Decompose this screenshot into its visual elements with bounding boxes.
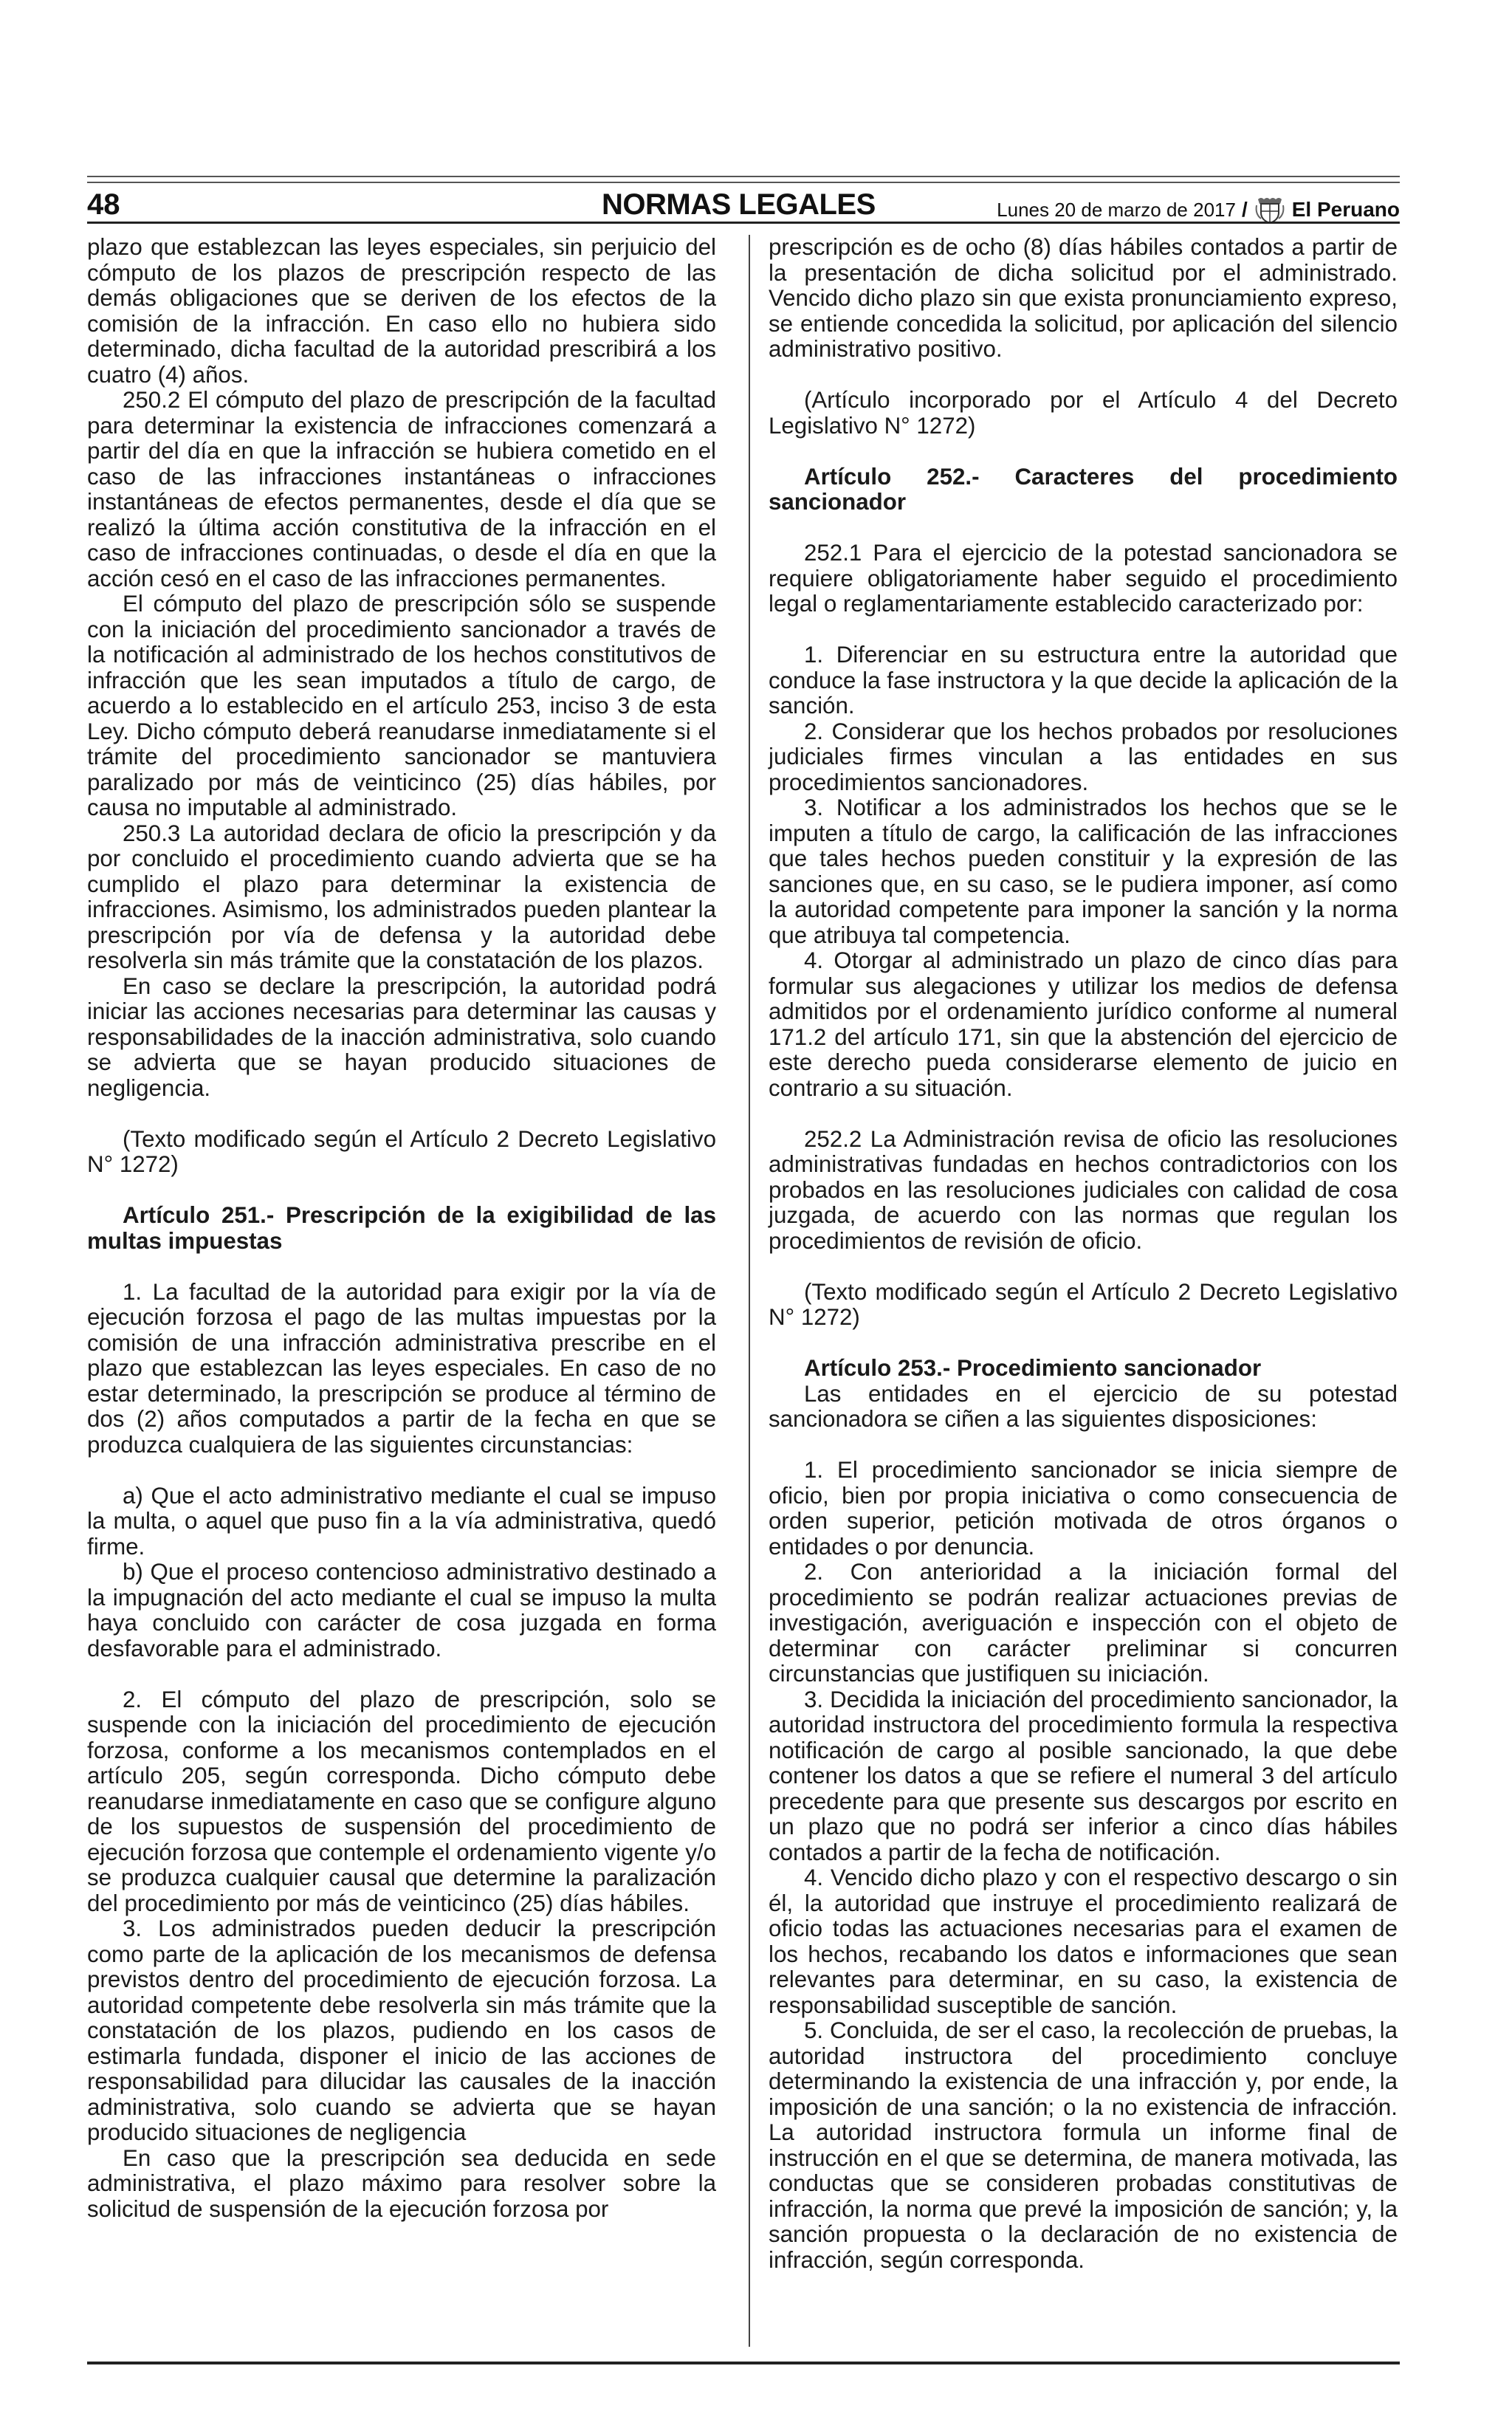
paragraph: 2. Considerar que los hechos probados por resoluciones judiciales firmes vinculan a las entidades en sus procedimientos sancionadores. — [769, 718, 1398, 795]
paragraph: 250.2 El cómputo del plazo de prescripción de la facultad para determinar la existencia de infracciones comenzará a partir del día en que la infracción se hubiera cometido en el caso de las infracciones instantáneas o infracciones instantáneas de efectos permanentes, desde el día que se realizó la última acción constitutiva de la infracción en el caso de infracciones continuadas, o desde el día en que la acción cesó en el caso de las infracciones permanentes. — [87, 387, 716, 591]
paragraph: 3. Decidida la iniciación del procedimiento sancionador, la autoridad instructora del procedimiento formula la respectiva notificación de cargo al posible sancionado, la que debe contener los datos a que se refiere el numeral 3 del artículo precedente para que presente sus descargos por escrito en un plazo que no podrá ser inferior a cinco días hábiles contados a partir de la fecha de notificación. — [769, 1686, 1398, 1865]
paragraph: 3. Los administrados pueden deducir la prescripción como parte de la aplicación de los mecanismos de defensa previstos dentro del procedimiento de ejecución forzosa. La autoridad competente debe resolverla sin más trámite que la constatación de los plazos, pudiendo en los casos de estimarla fundada, disponer el inicio de las acciones de responsabilidad para dilucidar las causales de la inacción administrativa, solo cuando se advierta que se hayan producido situaciones de negligencia — [87, 1916, 716, 2145]
paragraph: Las entidades en el ejercicio de su potestad sancionadora se ciñen a las siguientes disposiciones: — [769, 1380, 1398, 1432]
paragraph: 5. Concluida, de ser el caso, la recolección de pruebas, la autoridad instructora del procedimiento concluye determinando la existencia de una infracción y, por ende, la imposición de una sanción; o la no existencia de infracción. La autoridad instructora formula un informe final de instrucción en el que se determina, de manera motivada, las conductas que se consideren probadas constitutivas de infracción, la norma que prevé la imposición de sanción; y, la sanción propuesta o la declaración de no existencia de infracción, según corresponda. — [769, 2017, 1398, 2273]
paragraph: b) Que el proceso contencioso administrativo destinado a la impugnación del acto mediante el cual se impuso la multa haya concluido con carácter de cosa juzgada en forma desfavorable para el administrado. — [87, 1559, 716, 1661]
paragraph: a) Que el acto administrativo mediante el cual se impuso la multa, o aquel que puso fin a la vía administrativa, quedó firme. — [87, 1482, 716, 1560]
paragraph: En caso se declare la prescripción, la autoridad podrá iniciar las acciones necesarias para determinar las causas y responsabilidades de la inacción administrativa, solo cuando se advierta que se hayan producido situaciones de negligencia. — [87, 973, 716, 1101]
paragraph: 4. Vencido dicho plazo y con el respectivo descargo o sin él, la autoridad que instruye el procedimiento realizará de oficio todas las actuaciones necesarias para el examen de los hechos, recabando los datos e informaciones que sean relevantes para determinar, en su caso, la existencia de responsabilidad susceptible de sanción. — [769, 1865, 1398, 2018]
paragraph: prescripción es de ocho (8) días hábiles contados a partir de la presentación de dicha solicitud por el administrado. Vencido dicho plazo sin que exista pronunciamiento expreso, se entiende concedida la solicitud, por aplicación del silencio administrativo positivo. — [769, 234, 1398, 362]
footer-rule — [87, 2362, 1400, 2364]
article-heading: Artículo 252.- Caracteres del procedimiento sancionador — [769, 463, 1398, 515]
article-heading: Artículo 253.- Procedimiento sancionador — [804, 1355, 1262, 1381]
right-column — [769, 235, 1398, 2273]
paragraph: 2. Con anterioridad a la iniciación formal del procedimiento se podrán realizar actuaciones previas de investigación, averiguación e inspección con el objeto de determinar con carácter preliminar si concurren circunstancias que justifiquen su iniciación. — [769, 1559, 1398, 1687]
paragraph: 1. El procedimiento sancionador se inicia siempre de oficio, bien por propia iniciativa o como consecuencia de orden superior, petición motivada de otros órganos o entidades o por denuncia. — [769, 1457, 1398, 1560]
date-separator: / — [1241, 198, 1248, 221]
paragraph: 250.3 La autoridad declara de oficio la prescripción y da por concluido el procedimiento cuando advierta que se ha cumplido el plazo para determinar la existencia de infracciones. Asimismo, los administrados pueden plantear la prescripción por vía de defensa y la autoridad debe resolverla sin más trámite que la constatación de los plazos. — [87, 820, 716, 973]
paragraph: En caso que la prescripción sea deducida en sede administrativa, el plazo máximo para resolver sobre la solicitud de suspensión de la ejecución forzosa por — [87, 2144, 716, 2222]
page-number: 48 — [87, 188, 120, 221]
header-rule-top-double — [87, 182, 1400, 183]
header-rule — [87, 222, 1400, 224]
column-divider — [749, 235, 750, 2347]
paragraph-note: (Texto modificado según el Artículo 2 Decreto Legislativo N° 1272) — [769, 1278, 1398, 1330]
left-column — [87, 235, 716, 2222]
paragraph: 3. Notificar a los administrados los hechos que se le imputen a título de cargo, la calificación de las infracciones que tales hechos pueden constituir y la expresión de las sanciones que, en su caso, se le pudiera imponer, así como la autoridad competente para imponer la sanción y la norma que atribuya tal competencia. — [769, 795, 1398, 948]
paragraph-note: (Artículo incorporado por el Artículo 4 del Decreto Legislativo N° 1272) — [769, 387, 1398, 439]
paragraph: 2. El cómputo del plazo de prescripción, solo se suspende con la iniciación del procedimiento de ejecución forzosa, conforme a los mecanismos contemplados en el artículo 205, según corresponda. Dicho cómputo debe reanudarse inmediatamente en caso que se configure alguno de los supuestos de suspensión del procedimiento de ejecución forzosa que contemple el ordenamiento vigente y/o se produzca cualquier causal que determine la paralización del procedimiento por más de veinticinco (25) días hábiles. — [87, 1686, 716, 1916]
section-title: NORMAS LEGALES — [602, 188, 876, 221]
publication-name: El Peruano — [1291, 198, 1400, 221]
paragraph: El cómputo del plazo de prescripción sólo se suspende con la iniciación del procedimiento sancionador a través de la notificación al administrado de los hechos constitutivos de infracción que les sean imputados a título de cargo, de acuerdo a lo establecido en el artículo 253, inciso 3 de esta Ley. Dicho cómputo deberá reanudarse inmediatamente si el trámite del procedimiento sancionador se mantuviera paralizado por más de veinticinco (25) días hábiles, por causa no imputable al administrado. — [87, 591, 716, 820]
paragraph: 1. La facultad de la autoridad para exigir por la vía de ejecución forzosa el pago de las multas impuestas por la comisión de una infracción administrativa prescribe en el plazo que establezcan las leyes especiales. En caso de no estar determinado, la prescripción se produce al término de dos (2) años computados a partir de la fecha en que se produzca cualquiera de las siguientes circunstancias: — [87, 1278, 716, 1458]
paragraph: 252.2 La Administración revisa de oficio las resoluciones administrativas fundadas en hechos contradictorios con los probados en las resoluciones judiciales con calidad de cosa juzgada, de acuerdo con las normas que regulan los procedimientos de revisión de oficio. — [769, 1125, 1398, 1254]
paragraph: 4. Otorgar al administrado un plazo de cinco días para formular sus alegaciones y utilizar los medios de defensa admitidos por el ordenamiento jurídico conforme al numeral 171.2 del artículo 171, sin que la abstención del ejercicio de este derecho pueda considerarse elemento de juicio en contrario a su situación. — [769, 947, 1398, 1101]
header-rule-top — [87, 176, 1400, 177]
paragraph: 1. Diferenciar en su estructura entre la autoridad que conduce la fase instructora y la que decide la aplicación de la sanción. — [769, 642, 1398, 719]
paragraph: 252.1 Para el ejercicio de la potestad sancionadora se requiere obligatoriamente haber seguido el procedimiento legal o reglamentariamente establecido caracterizado por: — [769, 540, 1398, 617]
article-heading: Artículo 251.- Prescripción de la exigibilidad de las multas impuestas — [87, 1202, 716, 1254]
paragraph-note: (Texto modificado según el Artículo 2 Decreto Legislativo N° 1272) — [87, 1125, 716, 1177]
paragraph: plazo que establezcan las leyes especiales, sin perjuicio del cómputo de los plazos de prescripción respecto de las demás obligaciones que se deriven de los efectos de la comisión de la infracción. En caso ello no hubiera sido determinado, dicha facultad de la autoridad prescribirá a los cuatro (4) años. — [87, 234, 716, 388]
issue-date: Lunes 20 de marzo de 2017 — [997, 198, 1236, 221]
